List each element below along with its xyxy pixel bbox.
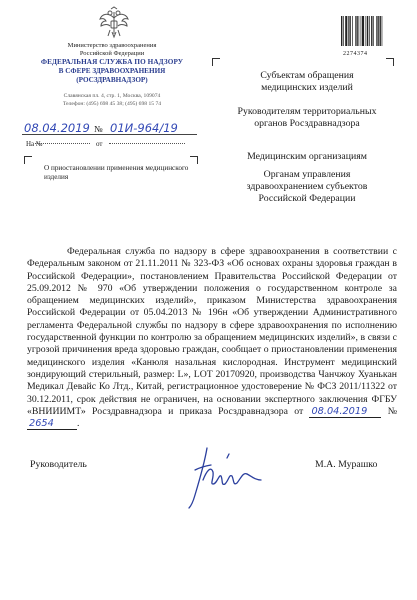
double-headed-eagle-emblem-icon [97, 6, 131, 40]
letterhead-phone: Телефон: (495) 698 45 38; (495) 698 15 74 [62, 101, 162, 107]
recipient-item: Органам управления здравоохранением субъектов Российской Федерации [246, 169, 368, 204]
recipient-item: Медицинским организациям [247, 151, 367, 162]
recipient-item: Руководителям территориальных органов Росздравнадзора [237, 106, 377, 129]
order-number-sign: № [387, 405, 397, 417]
registration-number-sign: № [94, 124, 103, 134]
registration-date: 08.04.2019 [24, 121, 90, 135]
reference-label: На № [26, 140, 43, 148]
body-text: Федеральная служба по надзору в сфере здравоохранения в соответствии с Федеральным законом от 21.11.2011 № 323-ФЗ «Об основах охраны здоровья граждан в Российской Федерации», постановлением Правительства Российской Федерации от 25.09.2012 № 970 «Об утверждении положения о государственном контроле за обращением медицинских изделий», приказом Министерства здравоохранения Российской Федерации от 05.04.2013 № 196н «Об утверждении Административного регламента Федеральной службы по надзору в сфере здравоохранения по исполнению государственной функции по контролю за обращением медицинских изделий», в связи с угрозой причинения вреда здоровью граждан, сообщает о приостановлении применения медицинского изделия «Канюля назальная кислородная. Инструмент медицинский зондирующий стерильный, размер: L», LOT 20170920, производства Чанчжоу Хуанькан Медикал Девайс Ко Лтд., Китай, регистрационное удостоверение № ФСЗ 2011/11322 от 30.12.2011, срок действия не ограничен, на основании экспертного заключения ФГБУ «ВНИИИМТ» Росздравнадзора и приказа Росздравнадзора от [27, 246, 397, 417]
barcode-icon [340, 16, 398, 46]
order-date: 08.04.2019 [309, 406, 381, 418]
letterhead-service-line2: В СФЕРЕ ЗДРАВООХРАНЕНИЯ [58, 67, 166, 75]
reference-from-label: от [96, 140, 103, 148]
letter-subject: О приостановлении применения медицинского изделия [44, 164, 189, 181]
order-number: 2654 [27, 418, 77, 430]
subject-corner-right [190, 156, 198, 164]
reference-number-blank [35, 143, 90, 144]
reference-date-blank [109, 143, 185, 144]
letterhead-federation: Российской Федерации [79, 50, 145, 57]
recipients-corner-left [212, 58, 220, 66]
barcode-number: 2274374 [343, 51, 368, 57]
signatory-title: Руководитель [30, 459, 87, 470]
letterhead-service-abbr: (РОСЗДРАВНАДЗОР) [76, 76, 148, 84]
letterhead-ministry: Министерство здравоохранения [67, 42, 157, 49]
letterhead-service-line1: ФЕДЕРАЛЬНАЯ СЛУЖБА ПО НАДЗОРУ [40, 58, 184, 66]
recipients-corner-right [386, 58, 394, 66]
subject-corner-left [24, 156, 32, 164]
letter-body [27, 246, 397, 430]
body-paragraph [27, 246, 397, 430]
body-ending: . [77, 418, 80, 430]
signatory-name: М.А. Мурашко [315, 459, 378, 470]
recipient-item: Субъектам обращения медицинских изделий [260, 70, 354, 93]
letterhead-address: Славянская пл. 4, стр. 1, Москва, 109074 [63, 93, 161, 99]
registration-number: 01И-964/19 [110, 121, 178, 135]
handwritten-signature-icon [177, 440, 272, 515]
registration-underline [22, 134, 197, 135]
